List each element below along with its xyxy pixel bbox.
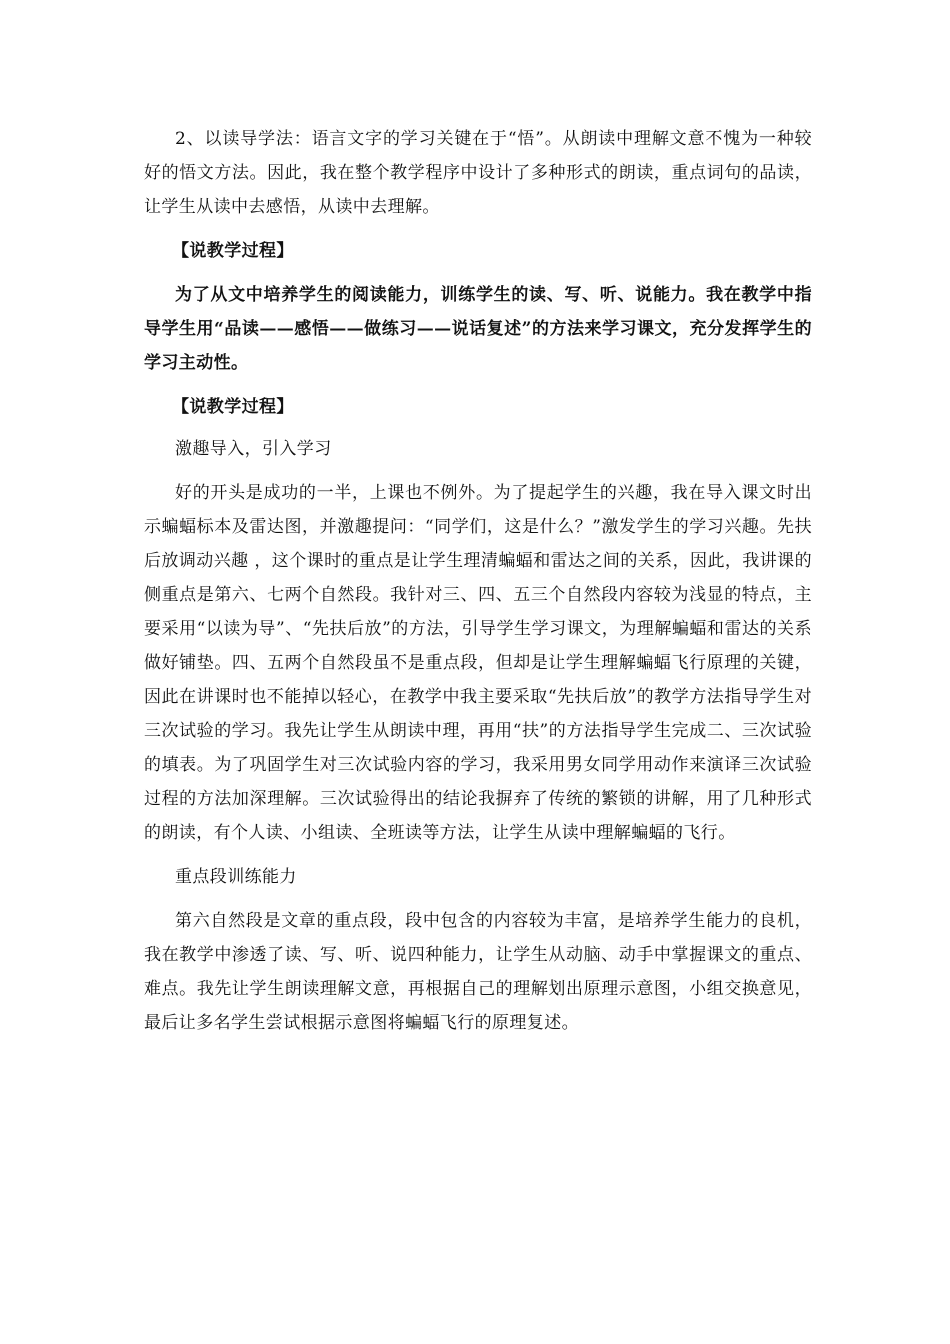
section-heading-teaching-process: 【说教学过程】 (172, 241, 294, 261)
paragraph-introduction-body: 好的开头是成功的一半，上课也不例外。为了提起学生的兴趣，我在导入课文时出示蝙蝠标本及雷达图，并激趣提问：“同学们，这是什么？”激发学生的学习兴趣。先扶后放调动兴趣 ，这个课时的重点是让学生理清蝙蝠和雷达之间的关系，因此，我讲课的侧重点是第六、七两个自然段。我针对三、四、五三个自然段内容较为浅显的特点，主要采用“以读为导”、“先扶后放”的方法，引导学生学习课文，为理解蝙蝠和雷达的关系做好铺垫。四、五两个自然段虽不是重点段，但却是让学生理解蝙蝠飞行原理的关键，因此在讲课时也不能掉以轻心，在教学中我主要采取“先扶后放”的教学方法指导学生对三次试验的学习。我先让学生从朗读中理，再用“扶”的方法指导学生完成二、三次试验的填表。为了巩固学生对三次试验内容的学习，我采用男女同学用动作来演译三次试验过程的方法加深理解。三次试验得出的结论我摒弃了传统的繁锁的讲解，用了几种形式的朗读，有个人读、小组读、全班读等方法，让学生从读中理解蝙蝠的飞行。 (144, 483, 812, 843)
subheading-key-section: 重点段训练能力 (175, 867, 297, 887)
document-page (144, 122, 812, 1040)
section-heading-teaching-process-2: 【说教学过程】 (172, 397, 294, 417)
subheading-introduction: 激趣导入，引入学习 (175, 439, 332, 459)
paragraph-teaching-goal: 为了从文中培养学生的阅读能力，训练学生的读、写、听、说能力。我在教学中指导学生用“品读——感悟——做练习——说话复述”的方法来学习课文，充分发挥学生的学习主动性。 (144, 285, 812, 373)
paragraph-reading-method: 2、以读导学法：语言文字的学习关键在于“悟”。从朗读中理解文意不愧为一种较好的悟文方法。因此，我在整个教学程序中设计了多种形式的朗读，重点词句的品读，让学生从读中去感悟，从读中去理解。 (144, 129, 812, 217)
paragraph-key-section-body: 第六自然段是文章的重点段，段中包含的内容较为丰富，是培养学生能力的良机，我在教学中渗透了读、写、听、说四种能力，让学生从动脑、动手中掌握课文的重点、难点。我先让学生朗读理解文意，再根据自己的理解划出原理示意图，小组交换意见，最后让多名学生尝试根据示意图将蝙蝠飞行的原理复述。 (144, 911, 812, 1033)
